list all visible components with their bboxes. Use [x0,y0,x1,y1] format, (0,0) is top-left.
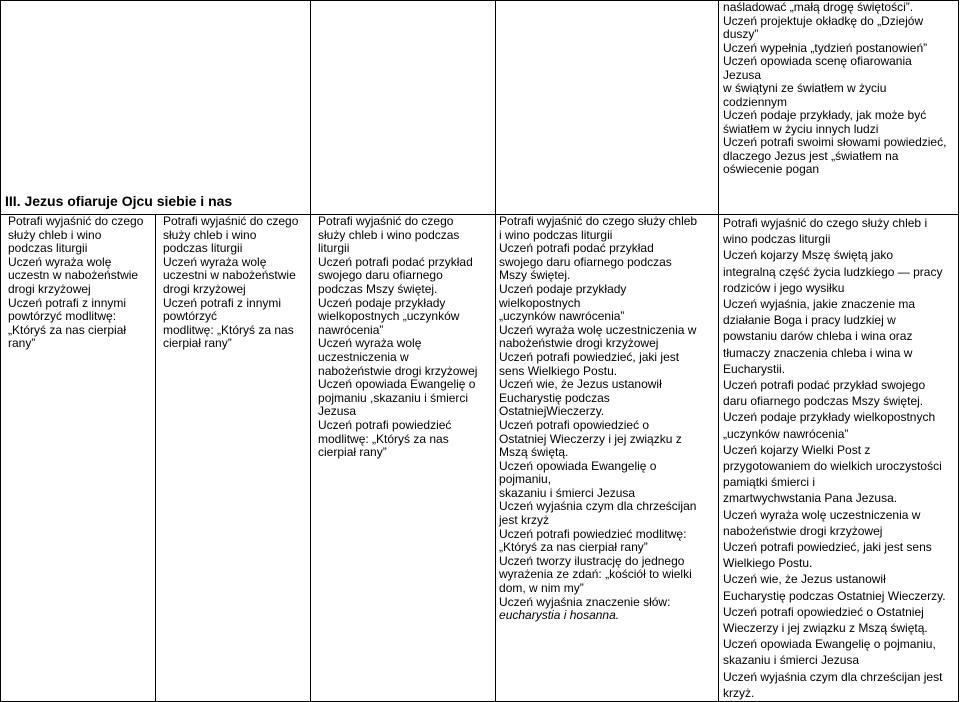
text-line: podczas Mszy świętej. [318,281,438,296]
text-line: nawrócenia” [318,322,384,337]
text-line: „uczynków nawrócenia” [499,309,625,324]
text-line: wielkopostnych „uczynków [318,309,460,324]
text-line: Uczeń potrafi z innymi [8,295,127,310]
text-line: modlitwę: „Któryś za nas [318,431,449,446]
text-line: Uczeń wyjaśnia czym dla chrześcijan [499,499,697,514]
grade-cell-2 [156,215,311,702]
text-line: Uczeń potrafi swoimi słowami powiedzieć, [723,135,947,149]
text-line: Uczeń wyjaśnia czym dla chrześcijan jest [723,669,943,684]
requirements-row [1,215,959,702]
text-line: skazaniu i śmierci Jezusa [499,485,636,500]
text-line: „Któryś za nas cierpiał rany” [499,540,648,555]
text-line: Uczeń wyraża wolę [318,336,422,351]
text-line: uczestniczenia w [318,349,409,364]
section-title: III. Jezus ofiaruje Ojcu siebie i nas [5,193,233,210]
text-line: drogi krzyżowej [163,281,246,296]
top-right-text [723,1,956,177]
text-line: swojego daru ofiarnego [318,268,443,283]
text-line: Wielkiego Postu. [723,556,813,571]
text-line: Potrafi wyjaśnić do czego służy chleb [499,214,698,228]
text-line: OstatniejWieczerzy. [499,404,605,419]
text-line: duszy” [723,27,759,41]
text-line: służy chleb i wino podczas [318,227,460,242]
text-line: nabożeństwie drogi krzyżowej [318,363,478,378]
text-line: integralną część życia ludzkiego — pracy [723,264,943,279]
text-line: skazaniu i śmierci Jezusa [723,653,860,668]
text-line: Potrafi wyjaśnić do czego służy chleb i [723,216,928,230]
text-line: swojego daru ofiarnego podczas [499,254,672,269]
text-line: Uczeń potrafi powiedzieć, jaki jest sens [723,540,932,555]
text-line: oświecenie pogan [723,162,820,176]
text-line: dom, w nim my” [499,581,584,596]
grade-text-2 [163,215,308,351]
text-line: Jezusa [318,404,357,419]
empty-cell-col3 [311,1,496,215]
text-line: Uczeń podaje przykłady, jak może być [723,108,927,122]
text-line: Mszą świętą. [499,445,569,460]
grade-cell-4 [496,215,719,702]
text-line: Uczeń wyraża wolę uczestniczenia w [499,322,697,337]
text-line: rany” [8,336,36,351]
text-line: cierpiał rany” [163,336,232,351]
text-line: liturgii [318,241,350,256]
text-line: Eucharystię podczas [499,390,610,405]
grade-text-5 [723,215,956,701]
text-line: powtórzyć modlitwę: [8,309,117,324]
text-line: wino podczas liturgii [723,232,831,247]
text-line: Uczeń wyraża wolę uczestniczenia w [723,507,921,522]
text-line: podczas liturgii [8,241,88,256]
grade-text-1 [8,215,153,351]
text-line: jest krzyż [499,513,550,528]
text-line: nabożeństwie drogi krzyżowej [499,336,659,351]
text-line: działanie Boga i pracy ludzkiej w [723,313,896,328]
text-line: codziennym [723,94,788,109]
text-line: przygotowaniem do wielkich uroczystości [723,459,942,474]
grade-text-3 [318,215,493,460]
text-line: Uczeń potrafi podać przykład [499,241,654,256]
text-line: rodziców i jego wysiłku [723,280,845,295]
text-line: eucharystia i hosanna. [499,608,620,623]
text-line: Uczeń kojarzy Wielki Post z [723,442,871,457]
text-line: Uczeń wie, że Jezus ustanowił [499,377,662,392]
text-line: Uczeń potrafi podać przykład swojego [723,378,926,393]
text-line: uczestn w nabożeństwie [8,268,139,283]
text-line: pojmaniu ,skazaniu i śmierci [318,390,469,405]
text-line: Uczeń wyraża wolę [8,254,112,269]
text-line: Potrafi wyjaśnić do czego [318,214,454,228]
grade-cell-5 [719,215,959,702]
text-line: Jezusa [723,67,762,82]
text-line: zmartwychwstania Pana Jezusa. [723,491,898,506]
text-line: Eucharystii. [723,361,786,376]
text-line: Wieczerzy i jej związku z Mszą świętą. [723,621,928,636]
text-line: Mszy świętej. [499,268,571,283]
text-line: Ostatniej Wieczerzy i jej związku z [499,431,682,446]
text-line: wielkopostnych [499,295,581,310]
text-line: Uczeń wyjaśnia znaczenie słów: [499,594,671,609]
text-line: Uczeń potrafi opowiedzieć o Ostatniej [723,604,924,619]
grade-cell-3 [311,215,496,702]
text-line: Uczeń potrafi powiedzieć, jaki jest [499,349,680,364]
text-line: służy chleb i wino [163,227,257,242]
section-header-row [1,1,959,215]
text-line: Uczeń tworzy ilustrację do jednego [499,553,685,568]
text-line: Uczeń opowiada Ewangelię o pojmaniu, [723,637,936,652]
text-line: krzyż. [723,685,755,700]
text-line: Potrafi wyjaśnić do czego [8,214,144,228]
text-line: w świątyni ze światłem w życiu [723,81,887,95]
text-line: powtórzyć [163,309,218,324]
text-line: modlitwę: „Któryś za nas [163,322,294,337]
text-line: i wino podczas liturgii [499,227,613,242]
text-line: sens Wielkiego Postu. [499,363,618,378]
text-line: Uczeń potrafi powiedzieć [318,417,452,432]
grade-cell-1 [1,215,156,702]
text-line: Uczeń wyraża wolę [163,254,267,269]
text-line: Uczeń wypełnia „tydzień postanowień” [723,40,928,55]
text-line: wyrażenia ze zdań: „kościół to wielki [499,567,692,582]
text-line: Uczeń podaje przykłady [499,281,627,296]
text-line: Uczeń opowiada Ewangelię o [499,458,657,473]
grade-text-4 [499,215,716,623]
text-line: tłumaczy znaczenia chleba i wina w [723,345,913,360]
text-line: cierpiał rany” [318,445,387,460]
text-line: Uczeń potrafi opowiedzieć o [499,417,650,432]
text-line: pamiątki śmierci i [723,475,816,490]
top-right-cell [719,1,959,215]
text-line: pojmaniu, [499,472,552,487]
text-line: Uczeń wie, że Jezus ustanowił [723,572,886,587]
text-line: Uczeń opowiada scenę ofiarowania [723,54,912,68]
text-line: Uczeń potrafi z innymi [163,295,282,310]
text-line: naśladować „małą drogę świętości”. [723,0,914,14]
text-line: Eucharystię podczas Ostatniej Wieczerzy. [723,588,946,603]
text-line: Uczeń potrafi powiedzieć modlitwę: [499,526,687,541]
text-line: Uczeń projektuje okładkę do „Dziejów [723,13,924,28]
text-line: służy chleb i wino [8,227,102,242]
text-line: Uczeń podaje przykłady wielkopostnych [723,410,936,425]
text-line: Uczeń potrafi podać przykład [318,254,473,269]
text-line: podczas liturgii [163,241,243,256]
text-line: dlaczego Jezus jest „światłem na [723,148,899,163]
empty-cell-col4 [496,1,719,215]
text-line: Uczeń opowiada Ewangelię o [318,377,476,392]
text-line: powstaniu darów chleba i wina oraz [723,329,913,344]
text-line: drogi krzyżowej [8,281,91,296]
text-line: nabożeństwie drogi krzyżowej [723,523,883,538]
text-line: „Któryś za nas cierpiał [8,322,127,337]
text-line: daru ofiarnego podczas Mszy świętej. [723,394,924,409]
text-line: „uczynków nawrócenia” [723,426,849,441]
text-line: światłem w życiu innych ludzi [723,121,879,136]
text-line: Uczeń kojarzy Mszę świętą jako [723,248,894,263]
section-header-cell [1,1,311,215]
text-line: uczestni w nabożeństwie [163,268,296,283]
text-line: Uczeń wyjaśnia, jakie znaczenie ma [723,297,916,312]
text-line: Uczeń podaje przykłady [318,295,446,310]
text-line: Potrafi wyjaśnić do czego [163,214,299,228]
